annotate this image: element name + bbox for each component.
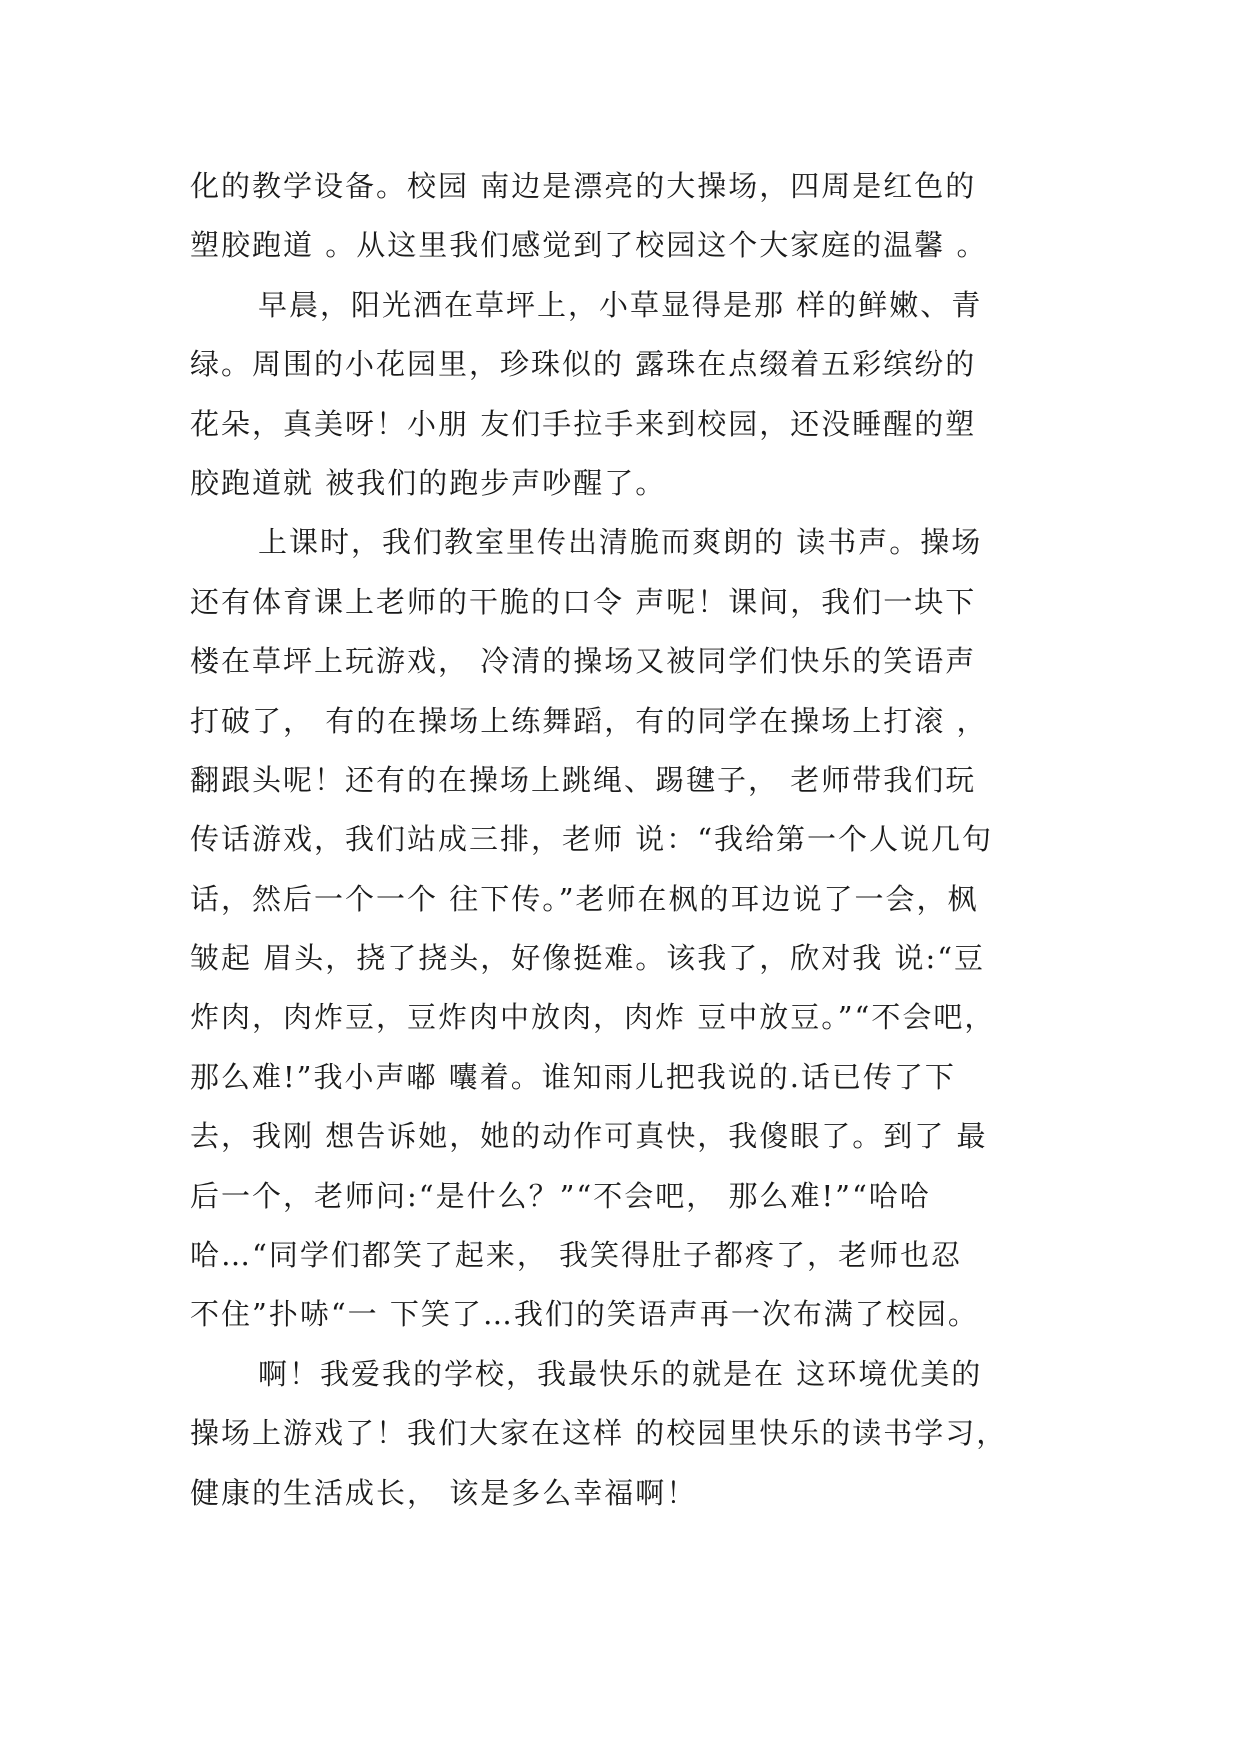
paragraph-first-line: 早晨，阳光洒在草坪上，小草显得是那 样的鲜嫩、青 <box>258 287 983 322</box>
text-line: 炸肉，肉炸豆，豆炸肉中放肉，肉炸 豆中放豆。”“不会吧， <box>190 1000 996 1035</box>
text-line: 打破了， 有的在操场上练舞蹈，有的同学在操场上打滚 ， <box>190 703 988 738</box>
text-line: 化的教学设备。校园 南边是漂亮的大操场，四周是红色的 <box>190 169 977 203</box>
text-line: 后一个，老师问:“是什么？”“不会吧， 那么难!”“哈哈 <box>190 1178 931 1213</box>
text-line: 话，然后一个一个 往下传。”老师在枫的耳边说了一会，枫 <box>190 881 979 916</box>
text-line: 去，我刚 想告诉她，她的动作可真快，我傻眼了。到了 最 <box>190 1119 988 1154</box>
text-line: 塑胶跑道 。从这里我们感觉到了校园这个大家庭的温馨 。 <box>190 228 988 263</box>
text-line: 花朵，真美呀！小朋 友们手拉手来到校园，还没睡醒的塑 <box>190 406 977 441</box>
text-line: 翻跟头呢！还有的在操场上跳绳、踢毽子， 老师带我们玩 <box>190 762 977 797</box>
text-line: 操场上游戏了！我们大家在这样 的校园里快乐的读书学习， <box>190 1416 1008 1451</box>
text-line: 皱起 眉头，挠了挠头，好像挺难。该我了，欣对我 说:“豆 <box>190 941 986 976</box>
text-line: 绿。周围的小花园里，珍珠似的 露珠在点缀着五彩缤纷的 <box>190 347 977 382</box>
text-line: 哈…“同学们都笑了起来， 我笑得肚子都疼了，老师也忍 <box>190 1238 963 1273</box>
text-line: 楼在草坪上玩游戏， 冷清的操场又被同学们快乐的笑语声 <box>190 644 977 679</box>
text-line: 健康的生活成长， 该是多么幸福啊！ <box>190 1475 698 1510</box>
paragraph-first-line: 上课时，我们教室里传出清脆而爽朗的 读书声。操场 <box>258 525 983 560</box>
text-line: 那么难!”我小声嘟 囔着。谁知雨儿把我说的.话已传了下 <box>190 1059 956 1094</box>
text-line: 传话游戏，我们站成三排，老师 说：“我给第一个人说几句 <box>190 822 994 857</box>
text-line: 还有体育课上老师的干脆的口令 声呢！课间，我们一块下 <box>190 584 977 619</box>
text-line: 不住”扑哧“一 下笑了…我们的笑语声再一次布满了校园。 <box>190 1297 979 1332</box>
paragraph-first-line: 啊！我爱我的学校，我最快乐的就是在 这环境优美的 <box>258 1356 983 1391</box>
text-line: 胶跑道就 被我们的跑步声吵醒了。 <box>190 465 667 500</box>
body-text <box>190 157 1060 1523</box>
